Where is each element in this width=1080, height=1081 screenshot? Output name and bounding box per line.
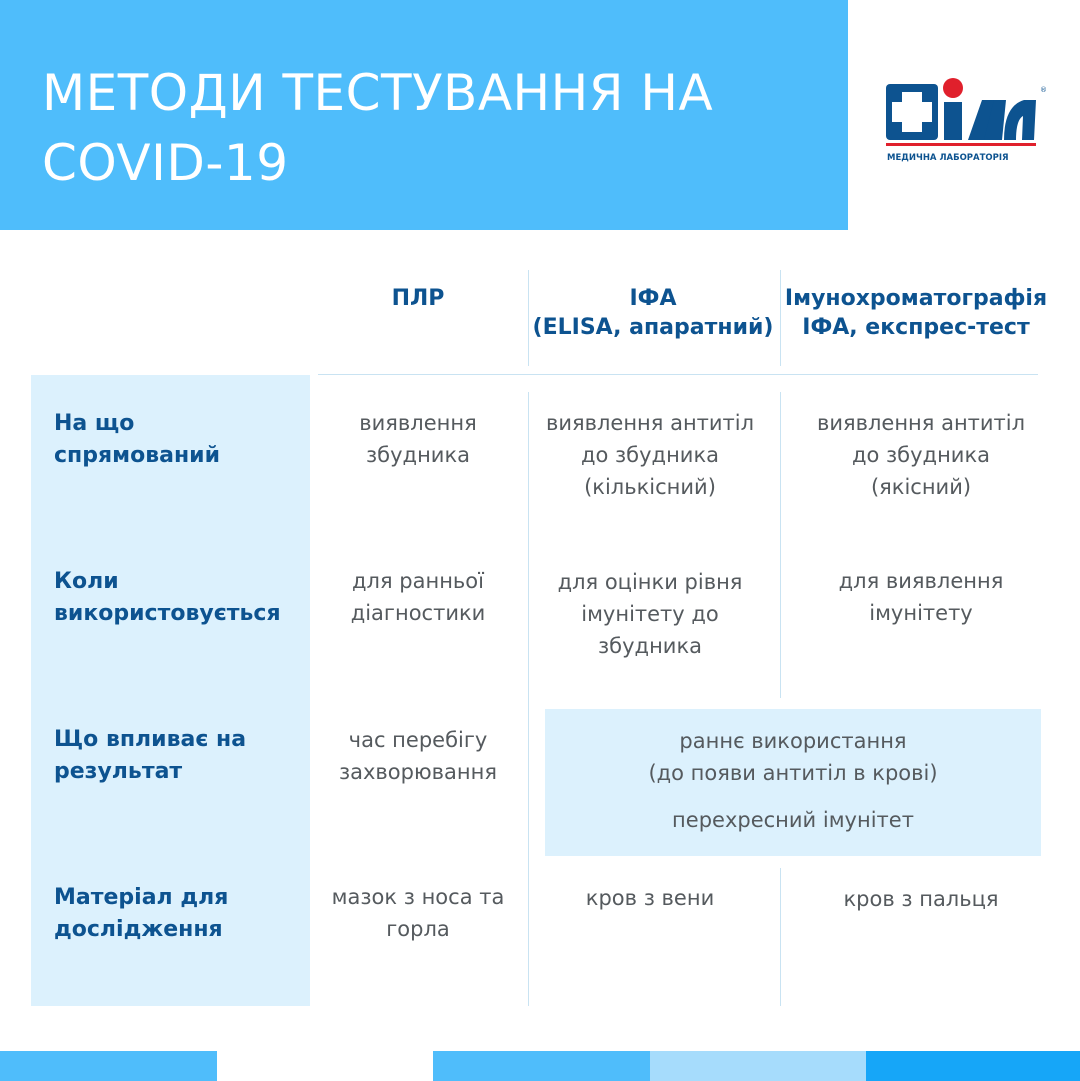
cell-line: до збудника <box>580 443 720 467</box>
column-header-line: ІФА <box>629 286 677 311</box>
cell-plr-material <box>318 881 518 945</box>
row-label-line: Що впливає на <box>54 727 247 752</box>
column-divider <box>780 868 781 1006</box>
column-header-line: Імунохроматографія <box>784 286 1048 311</box>
row-label-line: Матеріал для <box>54 885 229 910</box>
cell-express-usage <box>782 565 1060 629</box>
row-label-line: дослідження <box>54 917 223 942</box>
cell-line: діагностики <box>350 601 486 625</box>
page-title <box>42 58 832 198</box>
merged-cell-antibody-influence <box>545 709 1041 856</box>
cell-line: для оцінки рівня <box>557 570 743 594</box>
cell-plr-usage <box>318 565 518 629</box>
column-header-line: ПЛР <box>391 286 445 311</box>
column-header-immunochromatography <box>780 284 1052 342</box>
cell-line: захворювання <box>338 760 498 784</box>
logo-subtitle: МЕДИЧНА ЛАБОРАТОРІЯ <box>887 153 1009 163</box>
row-label-line: використовується <box>54 601 281 626</box>
row-label-material <box>54 882 304 946</box>
row-label-usage <box>54 566 304 630</box>
cell-line: час перебігу <box>348 728 488 752</box>
column-divider <box>528 270 529 366</box>
title-line-2: COVID-19 <box>42 134 289 192</box>
column-divider <box>528 392 529 1006</box>
title-line-1: МЕТОДИ ТЕСТУВАННЯ НА <box>42 64 714 122</box>
row-label-target <box>54 408 304 472</box>
row-label-influence <box>54 724 304 788</box>
cell-line: мазок з носа та <box>331 885 505 909</box>
cell-plr-target <box>318 407 518 471</box>
cell-line: виявлення антитіл <box>545 411 755 435</box>
column-header-line: ІФА, експрес-тест <box>802 315 1030 340</box>
cell-line: горла <box>386 917 450 941</box>
column-header-plr <box>318 284 518 313</box>
footer-bar <box>0 1051 217 1081</box>
cell-line: (кількісний) <box>584 475 716 499</box>
cell-line: для виявлення <box>838 569 1004 593</box>
column-divider <box>780 270 781 366</box>
header-divider <box>318 374 1038 375</box>
cell-plr-influence <box>318 724 518 788</box>
footer-bar <box>650 1051 866 1081</box>
row-label-line: Коли <box>54 569 119 594</box>
row-label-line: результат <box>54 759 183 784</box>
medical-cross-logo-icon <box>884 76 1047 166</box>
cell-line: імунітету до <box>581 602 719 626</box>
cell-ifa-material <box>530 882 770 914</box>
cell-line: до збудника <box>851 443 991 467</box>
dila-logo <box>884 76 1047 166</box>
cell-line: для ранньої <box>352 569 484 593</box>
footer-bar <box>433 1051 650 1081</box>
cell-line: кров з вени <box>585 886 715 910</box>
cell-line: кров з пальця <box>843 887 999 911</box>
cell-ifa-usage <box>530 566 770 662</box>
column-header-ifa <box>530 284 776 342</box>
svg-text:®: ® <box>1040 86 1047 94</box>
cell-line: виявлення <box>359 411 477 435</box>
merged-cell-paragraph <box>545 725 1041 789</box>
footer-bar <box>866 1051 1080 1081</box>
row-label-line: спрямований <box>54 443 221 468</box>
column-divider <box>780 392 781 698</box>
cell-express-material <box>782 883 1060 915</box>
cell-line: (до появи антитіл в крові) <box>648 761 938 785</box>
merged-cell-paragraph: перехресний імунітет <box>672 808 914 832</box>
cell-ifa-target <box>530 407 770 503</box>
header-banner <box>0 0 848 230</box>
cell-line: виявлення антитіл <box>816 411 1026 435</box>
cell-line: імунітету <box>869 601 973 625</box>
cell-line: (якісний) <box>870 475 972 499</box>
row-label-line: На що <box>54 411 135 436</box>
cell-line: раннє використання <box>679 729 907 753</box>
cell-line: збудника <box>598 634 702 658</box>
column-header-line: (ELISA, апаратний) <box>532 315 774 340</box>
cell-line: збудника <box>366 443 470 467</box>
cell-express-target <box>782 407 1060 503</box>
